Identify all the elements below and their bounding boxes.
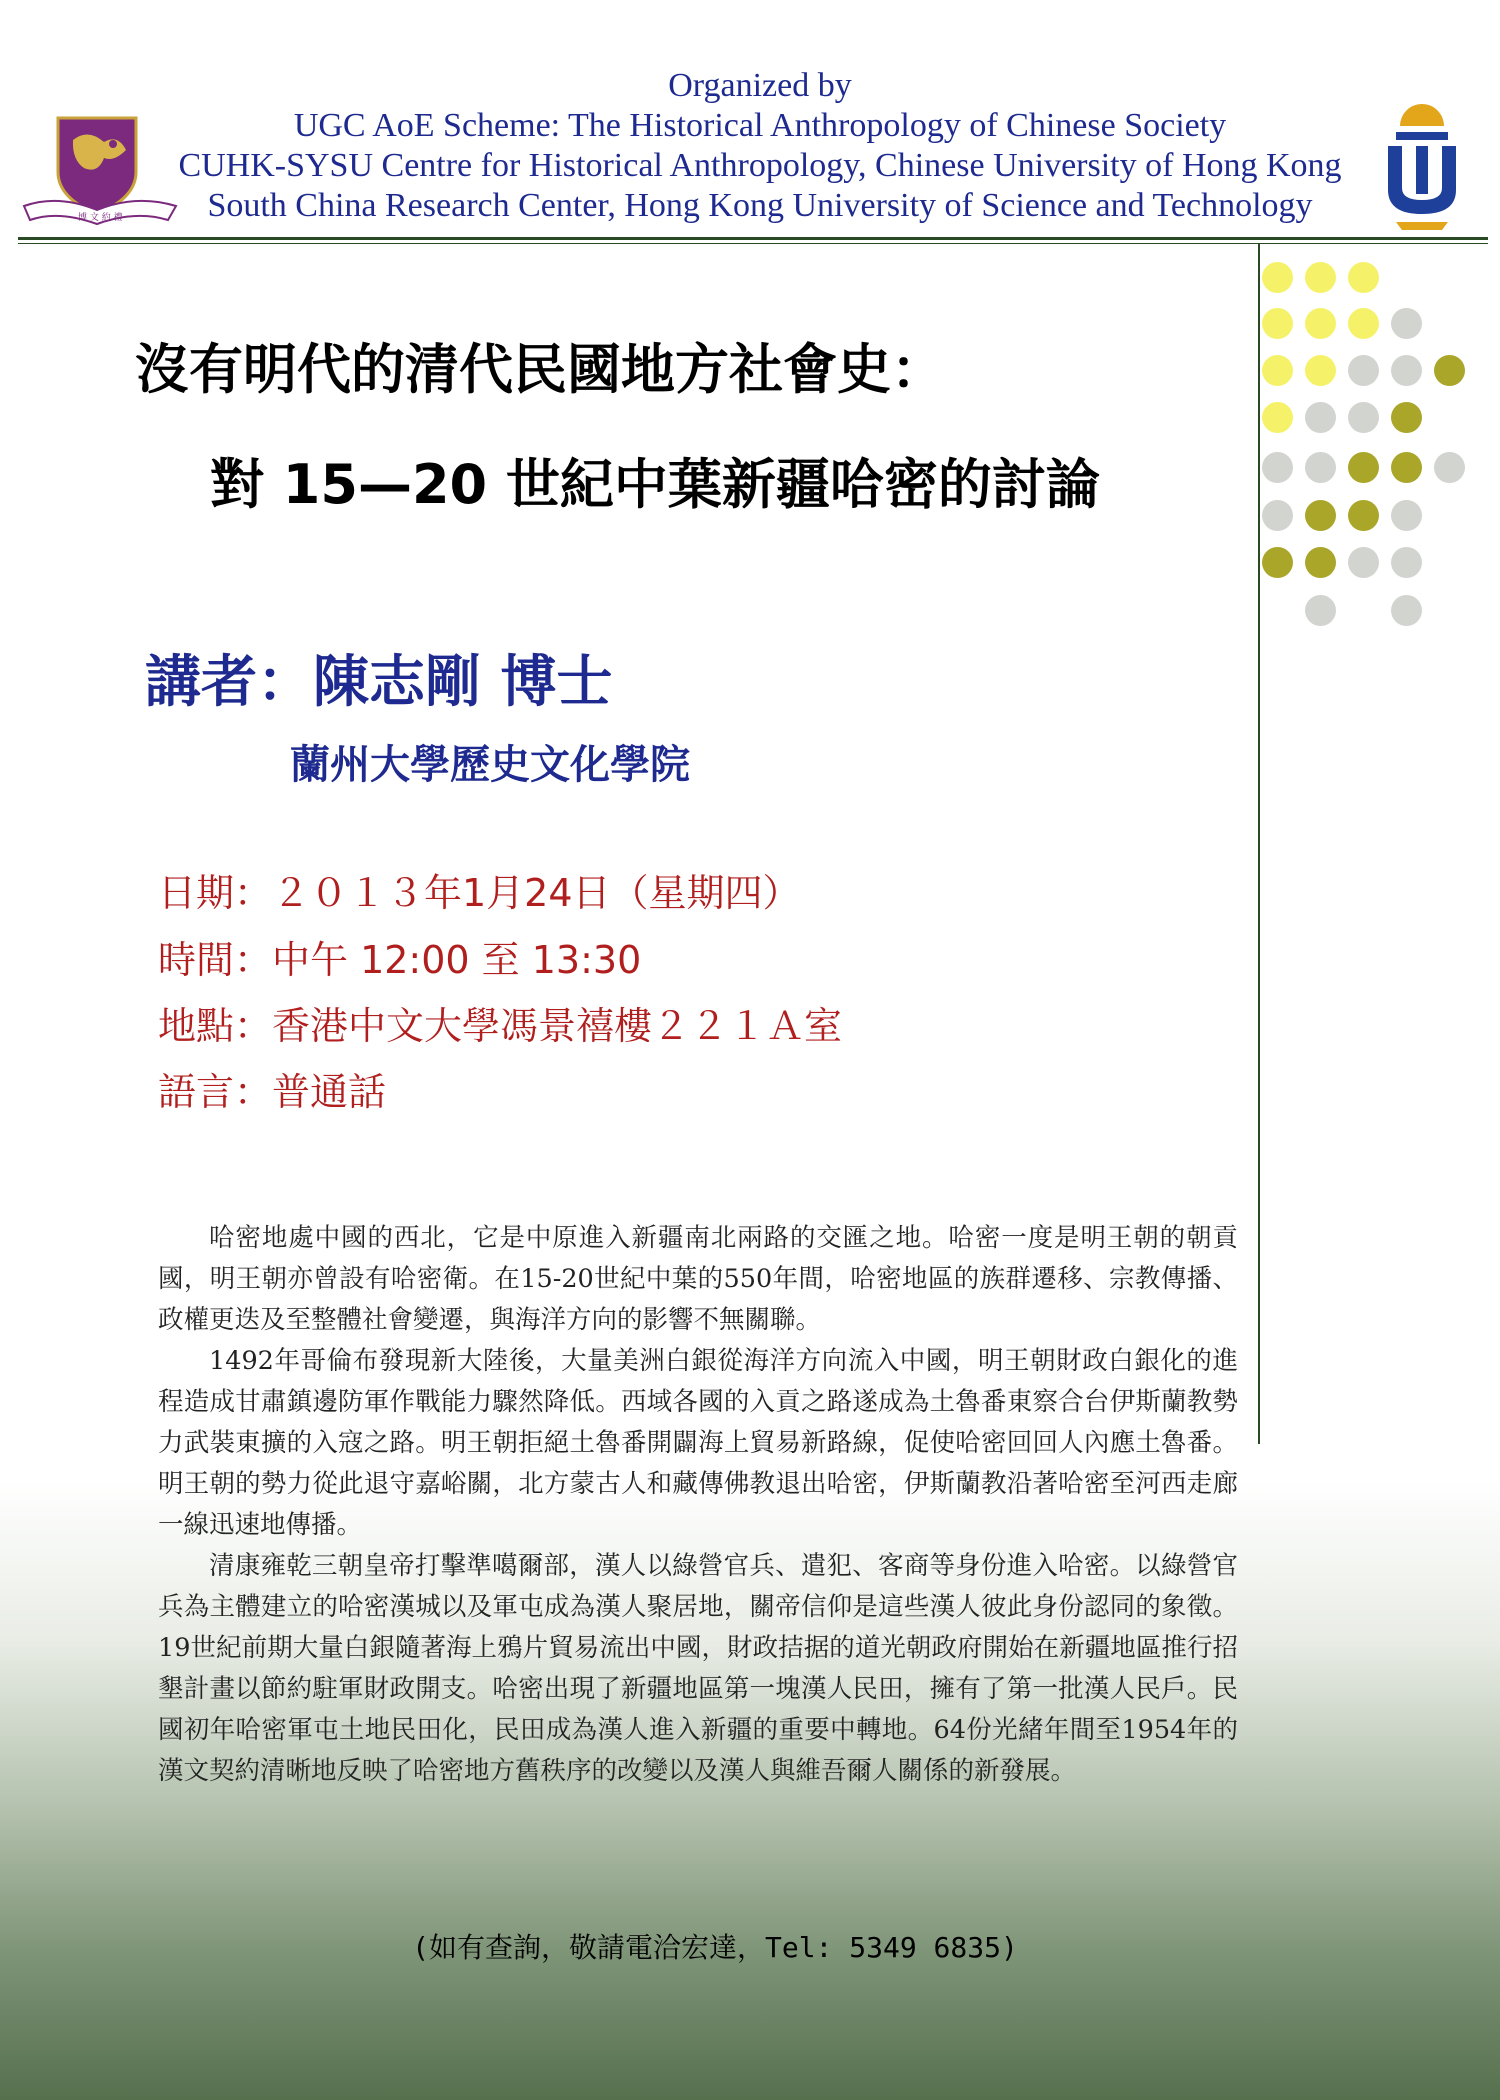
decorative-dot [1305, 595, 1336, 626]
decorative-dot [1391, 547, 1422, 578]
decorative-dot [1348, 402, 1379, 433]
decorative-dot [1305, 547, 1336, 578]
decorative-dot [1348, 355, 1379, 386]
speaker-name: 講者：陳志剛 博士 [145, 649, 613, 715]
decorative-dot [1391, 452, 1422, 483]
vertical-rule [1258, 244, 1260, 1444]
organized-by-label: Organized by [668, 67, 852, 104]
contact-info: (如有查詢，敬請電洽宏達，Tel: 5349 6835) [412, 1931, 1018, 1964]
decorative-dot [1262, 308, 1293, 339]
header-rule [18, 237, 1488, 240]
talk-title-line-2: 對 15—20 世紀中葉新疆哈密的討論 [210, 453, 1100, 516]
decorative-dot [1262, 402, 1293, 433]
decorative-dot [1391, 308, 1422, 339]
event-date: 日期：２０１３年1月24日（星期四） [158, 871, 801, 915]
decorative-dot [1348, 452, 1379, 483]
decorative-dot [1305, 402, 1336, 433]
organizer-block [140, 66, 1380, 226]
speaker-affiliation: 蘭州大學歷史文化學院 [290, 741, 690, 788]
event-venue: 地點：香港中文大學馮景禧樓２２１Ａ室 [158, 1004, 843, 1048]
abstract-paragraph-1: 哈密地處中國的西北，它是中原進入新疆南北兩路的交匯之地。哈密一度是明王朝的朝貢國，明王朝亦曾設有哈密衛。在15-20世紀中葉的550年間，哈密地區的族群遷移、宗教傳播、政權更迭及至整體社會變遷，與海洋方向的影響不無關聯。 [158, 1223, 1238, 1335]
decorative-dot [1391, 355, 1422, 386]
decorative-dot [1391, 500, 1422, 531]
svg-text:博 文 約 禮: 博 文 約 禮 [78, 213, 123, 223]
decorative-dot [1434, 452, 1465, 483]
decorative-dot [1262, 262, 1293, 293]
decorative-dot [1305, 262, 1336, 293]
organizer-line-3: South China Research Center, Hong Kong University of Science and Technology [207, 187, 1313, 224]
abstract [158, 1218, 1238, 1792]
decorative-dot [1305, 355, 1336, 386]
decorative-dot [1262, 355, 1293, 386]
decorative-dot [1434, 355, 1465, 386]
abstract-paragraph-2: 1492年哥倫布發現新大陸後，大量美洲白銀從海洋方向流入中國，明王朝財政白銀化的進程造成甘肅鎮邊防軍作戰能力驟然降低。西域各國的入貢之路遂成為土魯番東察合台伊斯蘭教勢力武裝東擴的入寇之路。明王朝拒絕土魯番開闢海上貿易新路線，促使哈密回回人內應土魯番。明王朝的勢力從此退守嘉峪關，北方蒙古人和藏傳佛教退出哈密，伊斯蘭教沿著哈密至河西走廊一線迅速地傳播。 [158, 1346, 1238, 1540]
abstract-paragraph-3: 清康雍乾三朝皇帝打擊準噶爾部，漢人以綠營官兵、遣犯、客商等身份進入哈密。以綠營官兵為主體建立的哈密漢城以及軍屯成為漢人聚居地，關帝信仰是這些漢人彼此身份認同的象徵。19世紀前期大量白銀隨著海上鴉片貿易流出中國，財政拮据的道光朝政府開始在新疆地區推行招墾計畫以節約駐軍財政開支。哈密出現了新疆地區第一塊漢人民田，擁有了第一批漢人民戶。民國初年哈密軍屯土地民田化，民田成為漢人進入新疆的重要中轉地。64份光緒年間至1954年的漢文契約清晰地反映了哈密地方舊秩序的改變以及漢人與維吾爾人關係的新發展。 [158, 1551, 1238, 1786]
event-language: 語言：普通話 [158, 1070, 387, 1114]
organizer-line-2: CUHK-SYSU Centre for Historical Anthropology, Chinese University of Hong Kong [178, 147, 1342, 184]
decorative-dot [1348, 500, 1379, 531]
hkust-logo [1382, 88, 1462, 233]
decorative-dot [1305, 308, 1336, 339]
decorative-dot [1391, 402, 1422, 433]
decorative-dot [1348, 262, 1379, 293]
header [0, 0, 1500, 250]
decorative-dot [1348, 308, 1379, 339]
decorative-dot [1262, 547, 1293, 578]
decorative-dot [1348, 547, 1379, 578]
decorative-dot [1391, 595, 1422, 626]
organizer-line-1: UGC AoE Scheme: The Historical Anthropology of Chinese Society [293, 107, 1227, 144]
event-time: 時間：中午 12:00 至 13:30 [158, 938, 642, 982]
header-rule-thin [18, 243, 1488, 244]
talk-title-line-1: 沒有明代的清代民國地方社會史： [135, 338, 945, 401]
